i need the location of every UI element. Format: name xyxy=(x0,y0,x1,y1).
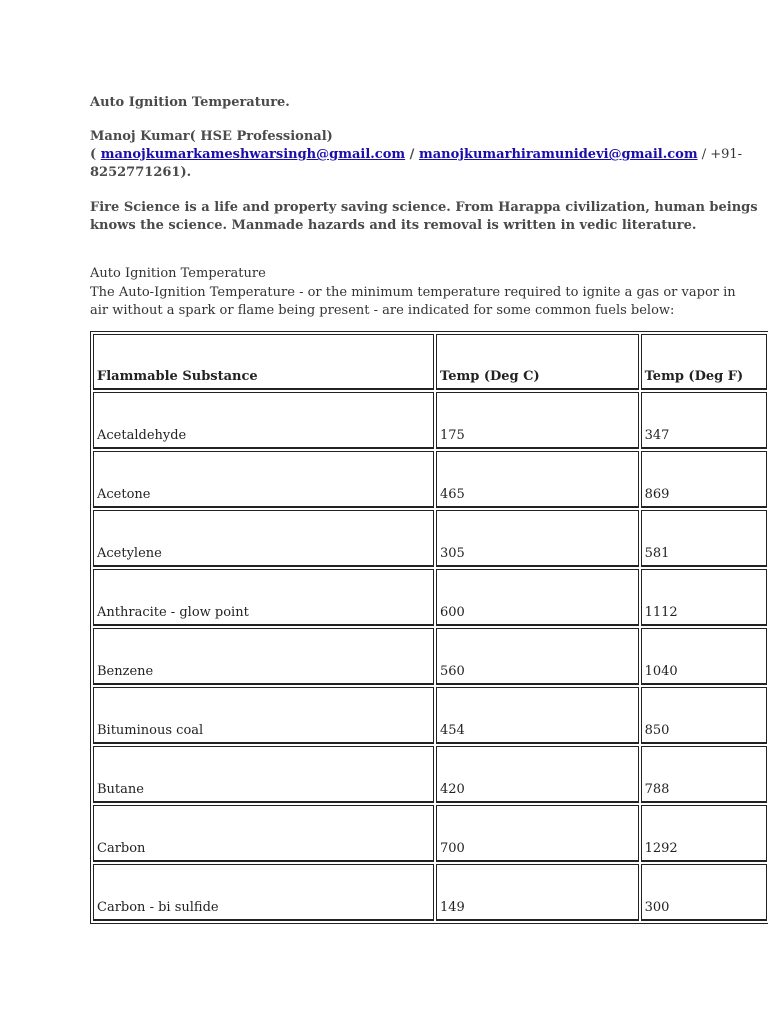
cell-temp-c: 420 xyxy=(436,746,639,803)
cell-substance: Carbon - bi sulfide xyxy=(93,864,434,921)
table-row xyxy=(93,569,767,626)
table-row xyxy=(93,805,767,862)
table-row xyxy=(93,864,767,921)
section-heading: Auto Ignition Temperature xyxy=(90,266,266,281)
ignition-temperature-table xyxy=(90,331,768,924)
cell-temp-f: 300 xyxy=(641,864,767,921)
intro-line-2: knows the science. Manmade hazards and its removal is written in vedic literature. xyxy=(90,218,697,233)
contact-open: ( xyxy=(90,147,101,162)
table-header-row xyxy=(93,334,767,390)
header-substance: Flammable Substance xyxy=(93,334,434,390)
cell-temp-c: 600 xyxy=(436,569,639,626)
section-line-2: air without a spark or flame being present - are indicated for some common fuels below: xyxy=(90,303,675,318)
contact-line xyxy=(90,146,742,163)
cell-temp-f: 581 xyxy=(641,510,767,567)
cell-temp-c: 700 xyxy=(436,805,639,862)
table-row xyxy=(93,451,767,508)
phone-prefix: / +91- xyxy=(697,147,743,162)
cell-substance: Carbon xyxy=(93,805,434,862)
cell-temp-f: 869 xyxy=(641,451,767,508)
cell-temp-f: 788 xyxy=(641,746,767,803)
cell-temp-f: 1292 xyxy=(641,805,767,862)
cell-temp-f: 850 xyxy=(641,687,767,744)
document-title: Auto Ignition Temperature. xyxy=(90,95,290,110)
table-row xyxy=(93,510,767,567)
cell-substance: Acetylene xyxy=(93,510,434,567)
table-row xyxy=(93,746,767,803)
cell-temp-f: 347 xyxy=(641,392,767,449)
table-row xyxy=(93,628,767,685)
email-link-1[interactable]: manojkumarkameshwarsingh@gmail.com xyxy=(100,147,406,162)
table-row xyxy=(93,687,767,744)
cell-temp-c: 454 xyxy=(436,687,639,744)
cell-substance: Acetone xyxy=(93,451,434,508)
contact-separator: / xyxy=(405,147,419,162)
cell-temp-f: 1112 xyxy=(641,569,767,626)
cell-substance: Butane xyxy=(93,746,434,803)
cell-temp-c: 149 xyxy=(436,864,639,921)
cell-temp-c: 465 xyxy=(436,451,639,508)
cell-substance: Bituminous coal xyxy=(93,687,434,744)
cell-temp-f: 1040 xyxy=(641,628,767,685)
email-link-2[interactable]: manojkumarhiramunidevi@gmail.com xyxy=(418,147,698,162)
author-line: Manoj Kumar( HSE Professional) xyxy=(90,129,333,144)
cell-substance: Anthracite - glow point xyxy=(93,569,434,626)
header-temp-f: Temp (Deg F) xyxy=(641,334,767,390)
table-body xyxy=(93,334,767,921)
cell-temp-c: 305 xyxy=(436,510,639,567)
cell-substance: Acetaldehyde xyxy=(93,392,434,449)
intro-line-1: Fire Science is a life and property saving science. From Harappa civilization, human beings xyxy=(90,200,758,215)
phone-number: 8252771261). xyxy=(90,165,192,180)
cell-temp-c: 560 xyxy=(436,628,639,685)
table-row xyxy=(93,392,767,449)
section-line-1: The Auto-Ignition Temperature - or the minimum temperature required to ignite a gas or vapor in xyxy=(90,285,736,300)
cell-substance: Benzene xyxy=(93,628,434,685)
cell-temp-c: 175 xyxy=(436,392,639,449)
header-temp-c: Temp (Deg C) xyxy=(436,334,639,390)
